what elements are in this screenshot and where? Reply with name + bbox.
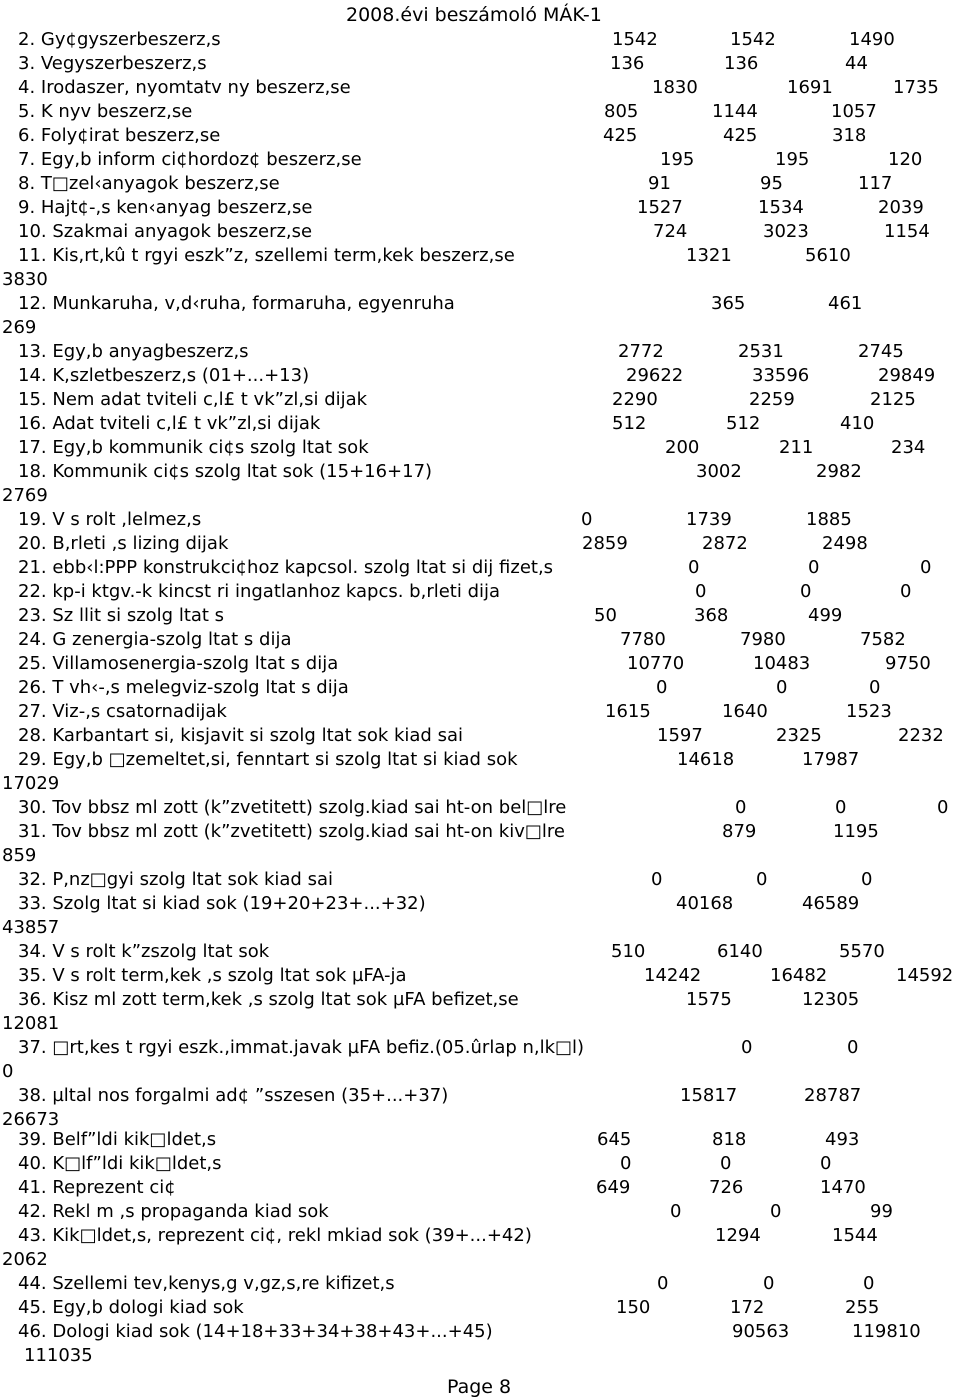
row-value-3: 0 xyxy=(863,1273,875,1294)
row-value-1: 0 xyxy=(651,869,663,890)
row-label: 28. Karbantart si, kisjavit si szolg ltat sok kiad sai xyxy=(18,725,463,746)
row-value-2: 2325 xyxy=(776,725,822,746)
row-value-1: 510 xyxy=(611,941,646,962)
row-value-1: 0 xyxy=(688,557,700,578)
row-value-2: 16482 xyxy=(770,965,828,986)
row-value-3: 318 xyxy=(832,125,867,146)
row-value-1: 1615 xyxy=(605,701,651,722)
row-value-3: 117 xyxy=(858,173,893,194)
row-value-2: 0 xyxy=(756,869,768,890)
row-label: 42. Rekl m ,s propaganda kiad sok xyxy=(18,1201,329,1222)
row-value-1: 1321 xyxy=(686,245,732,266)
row-label: 44. Szellemi tev,kenys,g v,gz,s,re kifizet,s xyxy=(18,1273,395,1294)
report-row xyxy=(0,700,960,724)
row-value-3: 410 xyxy=(840,413,875,434)
row-value-3: 111035 xyxy=(24,1345,93,1366)
row-value-2: 1544 xyxy=(832,1225,878,1246)
row-value-1: 200 xyxy=(665,437,700,458)
row-label: 38. µltal nos forgalmi ad¢ ”sszesen (35+...+37) xyxy=(18,1085,449,1106)
row-label: 8. T□zel‹anyagok beszerz,se xyxy=(18,173,280,194)
report-row xyxy=(0,940,960,964)
row-value-2: 211 xyxy=(779,437,814,458)
row-value-1: 14618 xyxy=(677,749,735,770)
report-row xyxy=(0,796,960,820)
report-row xyxy=(0,1272,960,1296)
row-value-1: 3002 xyxy=(696,461,742,482)
row-value-3: 17029 xyxy=(2,773,60,794)
row-value-1: 90563 xyxy=(732,1321,790,1342)
row-label: 15. Nem adat tviteli c,l£ t vk”zl,si dijak xyxy=(18,389,368,410)
row-value-2: 33596 xyxy=(752,365,810,386)
report-row xyxy=(0,100,960,124)
report-row xyxy=(0,508,960,532)
report-row xyxy=(0,172,960,196)
row-value-2: 0 xyxy=(808,557,820,578)
row-value-1: 0 xyxy=(741,1037,753,1058)
row-value-1: 805 xyxy=(604,101,639,122)
report-row xyxy=(0,76,960,100)
row-value-3: 234 xyxy=(891,437,926,458)
report-row xyxy=(0,1320,960,1368)
row-value-2: 46589 xyxy=(802,893,860,914)
row-value-3: 1057 xyxy=(831,101,877,122)
page-footer: Page 8 xyxy=(447,1376,512,1398)
row-value-3: 0 xyxy=(900,581,912,602)
page-header: 2008.évi beszámoló MÁK-1 xyxy=(346,4,602,26)
row-value-1: 0 xyxy=(620,1153,632,1174)
row-label: 21. ebb‹l:PPP konstrukci¢hoz kapcsol. szolg ltat si dij fizet,s xyxy=(18,557,554,578)
row-label: 16. Adat tviteli c,l£ t vk”zl,si dijak xyxy=(18,413,321,434)
row-value-3: 0 xyxy=(869,677,881,698)
row-value-2: 95 xyxy=(760,173,783,194)
row-value-2: 0 xyxy=(720,1153,732,1174)
report-row xyxy=(0,292,960,340)
row-value-1: 0 xyxy=(670,1201,682,1222)
row-label: 46. Dologi kiad sok (14+18+33+34+38+43+...+45) xyxy=(18,1321,493,1342)
report-row xyxy=(0,1152,960,1176)
row-value-1: 15817 xyxy=(680,1085,738,1106)
report-row xyxy=(0,1224,960,1272)
report-row xyxy=(0,868,960,892)
report-row xyxy=(0,604,960,628)
row-label: 13. Egy,b anyagbeszerz,s xyxy=(18,341,249,362)
row-value-1: 2290 xyxy=(612,389,658,410)
row-label: 36. Kisz ml zott term,kek ,s szolg ltat sok µFA befizet,se xyxy=(18,989,519,1010)
row-value-2: 0 xyxy=(800,581,812,602)
row-label: 23. Sz llit si szolg ltat s xyxy=(18,605,225,626)
row-label: 4. Irodaszer, nyomtatv ny beszerz,se xyxy=(18,77,351,98)
row-value-1: 136 xyxy=(610,53,645,74)
row-value-1: 512 xyxy=(612,413,647,434)
report-row xyxy=(0,628,960,652)
row-value-2: 1691 xyxy=(787,77,833,98)
row-value-2: 5610 xyxy=(805,245,851,266)
row-value-1: 91 xyxy=(648,173,671,194)
row-value-2: 1534 xyxy=(758,197,804,218)
row-label: 31. Tov bbsz ml zott (k”zvetitett) szolg.kiad sai ht-on kiv□lre xyxy=(18,821,565,842)
report-row xyxy=(0,652,960,676)
row-value-3: 3830 xyxy=(2,269,48,290)
row-value-1: 645 xyxy=(597,1129,632,1150)
row-value-2: 1739 xyxy=(686,509,732,530)
report-row xyxy=(0,532,960,556)
report-row xyxy=(0,220,960,244)
row-label: 17. Egy,b kommunik ci¢s szolg ltat sok xyxy=(18,437,369,458)
row-label: 35. V s rolt term,kek ,s szolg ltat sok µFA-ja xyxy=(18,965,407,986)
row-value-1: 195 xyxy=(660,149,695,170)
row-value-3: 5570 xyxy=(839,941,885,962)
report-row xyxy=(0,556,960,580)
row-value-1: 10770 xyxy=(627,653,685,674)
row-value-2: 1144 xyxy=(712,101,758,122)
row-value-2: 818 xyxy=(712,1129,747,1150)
row-label: 2. Gy¢gyszerbeszerz,s xyxy=(18,29,221,50)
row-value-2: 425 xyxy=(723,125,758,146)
row-value-3: 0 xyxy=(820,1153,832,1174)
row-value-2: 195 xyxy=(775,149,810,170)
row-value-3: 1523 xyxy=(846,701,892,722)
row-value-3: 0 xyxy=(2,1061,14,1082)
row-label: 7. Egy,b inform ci¢hordoz¢ beszerz,se xyxy=(18,149,362,170)
row-value-2: 0 xyxy=(763,1273,775,1294)
row-value-3: 9750 xyxy=(885,653,931,674)
row-label: 29. Egy,b □zemeltet,si, fenntart si szolg ltat si kiad sok xyxy=(18,749,518,770)
report-row xyxy=(0,892,960,940)
report-row xyxy=(0,988,960,1036)
row-value-3: 44 xyxy=(845,53,868,74)
row-label: 34. V s rolt k”zszolg ltat sok xyxy=(18,941,270,962)
row-value-2: 1195 xyxy=(833,821,879,842)
report-row xyxy=(0,964,960,988)
report-row xyxy=(0,1296,960,1320)
row-value-2: 2872 xyxy=(702,533,748,554)
row-value-3: 859 xyxy=(2,845,37,866)
row-value-2: 0 xyxy=(770,1201,782,1222)
report-row xyxy=(0,388,960,412)
row-value-2: 726 xyxy=(709,1177,744,1198)
row-value-2: 10483 xyxy=(753,653,811,674)
report-row xyxy=(0,1176,960,1200)
row-value-3: 1885 xyxy=(806,509,852,530)
row-value-1: 1527 xyxy=(637,197,683,218)
row-label: 30. Tov bbsz ml zott (k”zvetitett) szolg.kiad sai ht-on bel□lre xyxy=(18,797,567,818)
row-value-2: 368 xyxy=(694,605,729,626)
row-label: 18. Kommunik ci¢s szolg ltat sok (15+16+17) xyxy=(18,461,433,482)
report-row xyxy=(0,244,960,292)
row-label: 40. K□lf”ldi kik□ldet,s xyxy=(18,1153,222,1174)
report-row xyxy=(0,1036,960,1084)
row-value-1: 0 xyxy=(735,797,747,818)
row-label: 19. V s rolt ,lelmez,s xyxy=(18,509,202,530)
row-value-3: 1490 xyxy=(849,29,895,50)
row-label: 26. T vh‹-,s melegviz-szolg ltat s dija xyxy=(18,677,349,698)
row-label: 3. Vegyszerbeszerz,s xyxy=(18,53,207,74)
row-value-1: 879 xyxy=(722,821,757,842)
report-row xyxy=(0,196,960,220)
row-label: 37. □rt,kes t rgyi eszk.,immat.javak µFA befiz.(05.ûrlap n,lk□l) xyxy=(18,1037,585,1058)
row-value-1: 50 xyxy=(594,605,617,626)
row-value-1: 1830 xyxy=(652,77,698,98)
row-value-2: 1542 xyxy=(730,29,776,50)
row-value-1: 0 xyxy=(695,581,707,602)
row-value-1: 2859 xyxy=(582,533,628,554)
report-row xyxy=(0,28,960,52)
report-row xyxy=(0,748,960,796)
report-row xyxy=(0,724,960,748)
row-value-3: 0 xyxy=(920,557,932,578)
row-label: 11. Kis,rt,kû t rgyi eszk”z, szellemi term,kek beszerz,se xyxy=(18,245,515,266)
report-row xyxy=(0,676,960,700)
report-row xyxy=(0,124,960,148)
row-value-1: 40168 xyxy=(676,893,734,914)
row-value-1: 14242 xyxy=(644,965,702,986)
row-value-3: 1154 xyxy=(884,221,930,242)
row-label: 33. Szolg ltat si kiad sok (19+20+23+...+32) xyxy=(18,893,426,914)
row-value-3: 2498 xyxy=(822,533,868,554)
row-value-2: 0 xyxy=(835,797,847,818)
row-value-1: 649 xyxy=(596,1177,631,1198)
row-value-2: 0 xyxy=(776,677,788,698)
row-value-3: 1470 xyxy=(820,1177,866,1198)
row-value-3: 26673 xyxy=(2,1109,60,1130)
row-value-3: 7582 xyxy=(860,629,906,650)
row-value-3: 14592 xyxy=(896,965,954,986)
row-label: 5. K nyv beszerz,se xyxy=(18,101,193,122)
row-label: 43. Kik□ldet,s, reprezent ci¢, rekl mkiad sok (39+...+42) xyxy=(18,1225,532,1246)
row-value-3: 499 xyxy=(808,605,843,626)
row-label: 10. Szakmai anyagok beszerz,se xyxy=(18,221,313,242)
row-value-2: 2259 xyxy=(749,389,795,410)
report-row xyxy=(0,580,960,604)
row-value-3: 0 xyxy=(937,797,949,818)
row-value-1: 150 xyxy=(616,1297,651,1318)
row-value-1: 425 xyxy=(603,125,638,146)
row-value-1: 1294 xyxy=(715,1225,761,1246)
row-label: 25. Villamosenergia-szolg ltat s dija xyxy=(18,653,339,674)
row-value-3: 99 xyxy=(870,1201,893,1222)
row-value-3: 493 xyxy=(825,1129,860,1150)
row-value-3: 2039 xyxy=(878,197,924,218)
row-value-3: 255 xyxy=(845,1297,880,1318)
row-value-1: 0 xyxy=(657,1273,669,1294)
row-value-1: 365 xyxy=(711,293,746,314)
row-value-2: 0 xyxy=(847,1037,859,1058)
row-value-2: 7980 xyxy=(740,629,786,650)
row-label: 24. G zenergia-szolg ltat s dija xyxy=(18,629,292,650)
row-value-3: 2062 xyxy=(2,1249,48,1270)
row-label: 45. Egy,b dologi kiad sok xyxy=(18,1297,244,1318)
row-value-2: 119810 xyxy=(852,1321,921,1342)
row-value-3: 12081 xyxy=(2,1013,60,1034)
row-value-1: 7780 xyxy=(620,629,666,650)
row-label: 12. Munkaruha, v,d‹ruha, formaruha, egyenruha xyxy=(18,293,455,314)
report-row xyxy=(0,364,960,388)
row-value-1: 0 xyxy=(581,509,593,530)
row-value-3: 1735 xyxy=(893,77,939,98)
row-label: 41. Reprezent ci¢ xyxy=(18,1177,176,1198)
row-value-3: 2745 xyxy=(858,341,904,362)
report-row xyxy=(0,820,960,868)
row-value-1: 1575 xyxy=(686,989,732,1010)
row-label: 32. P,nz□gyi szolg ltat sok kiad sai xyxy=(18,869,333,890)
row-value-3: 2769 xyxy=(2,485,48,506)
report-row xyxy=(0,148,960,172)
row-value-1: 29622 xyxy=(626,365,684,386)
row-value-3: 0 xyxy=(861,869,873,890)
row-value-2: 17987 xyxy=(802,749,860,770)
report-row xyxy=(0,1084,960,1132)
report-row xyxy=(0,1128,960,1152)
row-value-2: 136 xyxy=(724,53,759,74)
row-value-2: 3023 xyxy=(763,221,809,242)
row-value-2: 2982 xyxy=(816,461,862,482)
report-row xyxy=(0,1200,960,1224)
row-label: 14. K,szletbeszerz,s (01+...+13) xyxy=(18,365,310,386)
row-value-2: 2531 xyxy=(738,341,784,362)
row-value-2: 512 xyxy=(726,413,761,434)
row-value-1: 0 xyxy=(656,677,668,698)
row-value-3: 2232 xyxy=(898,725,944,746)
row-value-2: 1640 xyxy=(722,701,768,722)
row-value-3: 43857 xyxy=(2,917,60,938)
row-label: 20. B,rleti ,s lizing dijak xyxy=(18,533,229,554)
row-label: 22. kp-i ktgv.-k kincst ri ingatlanhoz kapcs. b,rleti dija xyxy=(18,581,501,602)
row-value-3: 269 xyxy=(2,317,37,338)
row-label: 39. Belf”ldi kik□ldet,s xyxy=(18,1129,217,1150)
report-row xyxy=(0,52,960,76)
report-row xyxy=(0,412,960,436)
report-row xyxy=(0,340,960,364)
row-value-2: 12305 xyxy=(802,989,860,1010)
row-value-3: 120 xyxy=(888,149,923,170)
row-value-3: 29849 xyxy=(878,365,936,386)
row-value-3: 2125 xyxy=(870,389,916,410)
report-row xyxy=(0,460,960,508)
row-value-2: 461 xyxy=(828,293,863,314)
row-label: 6. Foly¢irat beszerz,se xyxy=(18,125,221,146)
row-value-1: 1597 xyxy=(657,725,703,746)
row-label: 27. Viz-,s csatornadijak xyxy=(18,701,227,722)
row-value-1: 1542 xyxy=(612,29,658,50)
row-value-2: 6140 xyxy=(717,941,763,962)
row-value-2: 172 xyxy=(730,1297,765,1318)
row-label: 9. Hajt¢-,s ken‹anyag beszerz,se xyxy=(18,197,313,218)
row-value-2: 28787 xyxy=(804,1085,862,1106)
row-value-1: 724 xyxy=(653,221,688,242)
row-value-1: 2772 xyxy=(618,341,664,362)
